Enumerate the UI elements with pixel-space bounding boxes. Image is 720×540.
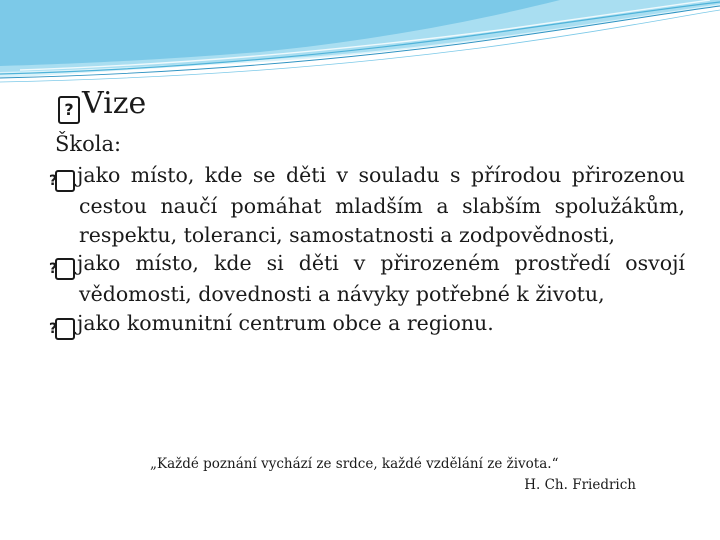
box-bullet-icon: ? [55, 170, 75, 192]
bullet-list [48, 161, 685, 340]
quote-author: H. Ch. Friedrich [524, 477, 636, 493]
bullet-text: jako místo, kde se děti v souladu s přírodou přirozenou cestou naučí pomáhat mladším a slabším spolužákům, respektu, toleranci, samostatnosti a zodpovědnosti, [77, 163, 685, 247]
slide-subheading: Škola: [55, 132, 122, 156]
title-box-bullet-icon: ? [58, 96, 80, 124]
bullet-item [48, 249, 685, 309]
header-wave-decoration [0, 0, 720, 90]
bullet-text: jako místo, kde si děti v přirozeném prostředí osvojí vědomosti, dovednosti a návyky potřebné k životu, [77, 251, 685, 306]
bullet-text: jako komunitní centrum obce a regionu. [77, 310, 494, 335]
box-bullet-icon: ? [55, 258, 75, 280]
bullet-item [48, 309, 685, 340]
slide-title [58, 84, 146, 124]
quote-block [150, 454, 640, 496]
box-bullet-icon: ? [55, 318, 75, 340]
slide-title-text: Vize [82, 86, 147, 121]
quote-text: „Každé poznání vychází ze srdce, každé vzdělání ze života.“ [150, 456, 559, 472]
bullet-item [48, 161, 685, 249]
